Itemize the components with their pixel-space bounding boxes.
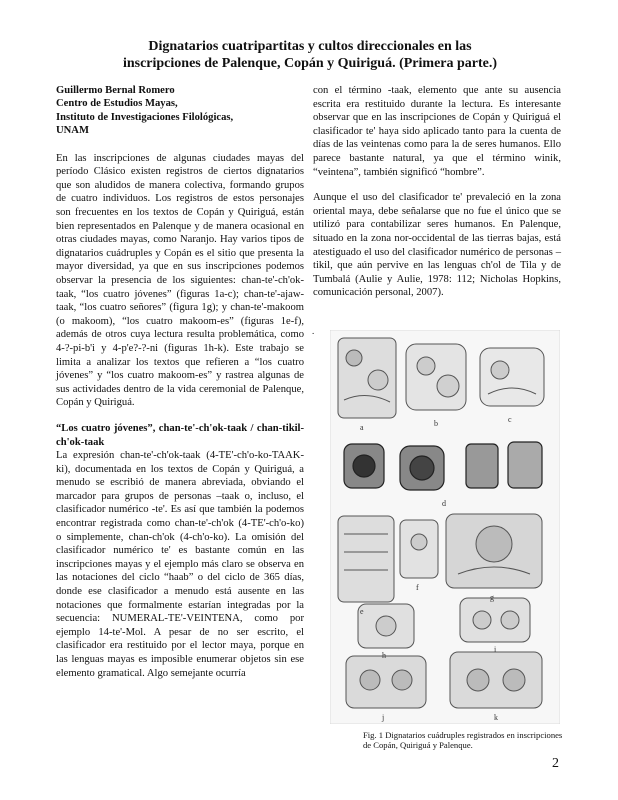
glyph-c: [480, 348, 544, 406]
glyph-h: [358, 604, 414, 648]
section-heading: “Los cuatro jóvenes”, chan-te'-ch'ok-taak / chan-tikil-ch'ok-taak: [56, 422, 304, 448]
author-name: Guillermo Bernal Romero: [56, 85, 175, 96]
paper-title: [60, 38, 560, 72]
glyph-drawings: [330, 330, 560, 724]
fig-label-e: e: [360, 607, 364, 616]
glyph-figure: [330, 330, 560, 724]
fig-label-c: c: [508, 415, 512, 424]
glyph-k: [450, 652, 542, 708]
right-column: [313, 84, 561, 312]
figure-caption: Fig. 1 Dignatarios cuádruples registrados en inscripciones de Copán, Quiriguá y Palenque.: [363, 730, 563, 751]
author-affiliation-3: UNAM: [56, 125, 89, 137]
left-column: [56, 84, 304, 692]
glyph-i: [460, 598, 530, 642]
title-line-2: inscripciones de Palenque, Copán y Quiriguá. (Primera parte.): [122, 56, 498, 71]
fig-label-g: g: [490, 593, 494, 602]
classifier-paragraph: Aunque el uso del clasificador te' prevaleció en la zona oriental maya, debe señalarse que no fue el único que se utilizó para contabilizar seres humanos. En Palenque, situado en la zona nor-occidental de las tierras bajas, está atestiguado el uso del clasificador numérico de personas –tikil, que aún pervive en las lenguas ch'ol de Tila y de Tumbalá (Aulie y Aulie, 1978: 112; Nicholas Hopkins, comunicación personal, 2007).: [313, 192, 561, 299]
glyph-j: [346, 656, 426, 708]
fig-label-j: j: [382, 713, 385, 722]
author-block: [56, 84, 304, 138]
fig-label-a: a: [360, 423, 364, 432]
page-number: 2: [552, 756, 559, 771]
glyph-f: [400, 520, 438, 578]
fig-label-f: f: [416, 583, 419, 592]
fig-label-d: d: [442, 499, 446, 508]
glyph-g: [446, 514, 542, 588]
stray-dot: .: [312, 326, 315, 336]
glyph-e: [338, 516, 394, 602]
glyph-a: [338, 338, 396, 418]
section-paragraph: La expresión chan-te'-ch'ok-taak (4-TE'-ch'o-ko-TAAK-ki), documentada en los textos de Copán y Quiriguá, a menudo se escribió de manera abreviada, obviando el marcador para grupos de personas –taak o, incluso, el clasificador numérico -te'. Es así que también la podemos encontrar registrada como chan-te'-ch'ok (4-TE'-ch'o-ko) o simplemente, chan-ch'ok (4-ch'o-ko). La omisión del clasificador numérico te' es bastante común en las inscripciones mayas y el ejemplo más claro se observa en las notaciones del ciclo “haab” o del ciclo de 365 días, donde ese clasificador a menudo está ausente en las notaciones que formalmente estarían integradas por la secuencia: NUMERAL-TE'-VEINTENA, como por ejemplo 14-te'-Mol. A pesar de no ser escrito, el clasificador era restituido por el lector maya, porque en las lenguas mayas es imposible enumerar objetos sin ese elemento gramatical. Algo semejante ocurría: [56, 450, 304, 679]
author-affiliation-2: Instituto de Investigaciones Filológicas,: [56, 111, 234, 123]
fig-label-k: k: [494, 713, 498, 722]
intro-paragraph: En las inscripciones de algunas ciudades mayas del período Clásico existen registros de ciertos dignatarios que son aludidos de manera colectiva, formando grupos de cuatro individuos. Los registros de estos personajes son frecuentes en los textos de Copán y Quiriguá, están bien representados en Palenque y de manera ocasional en otras ciudades mayas, como Naranjo. Hay varios tipos de dignatarios cuádruples y Copán es el sitio que presenta la mayor diversidad, ya que en sus inscripciones podemos observar la presencia de los siguientes: chan-te'-ch'ok-taak, “los cuatro jóvenes” (figuras 1a-c); chan-te'-ajaw-taak, “los cuatro señores” (figura 1g); y chan-te'-makoom (o makoom), “los cuatro makoom-es” (figuras 1e-f), además de otros cuya lectura resulta problemática, como 4-?-pi-b'i y 4-p'e?-?-ni (figuras 1h-k). Este trabajo se limita a analizar los textos que refieren a “los cuatro jóvenes” y “los cuatro makoom-es” y rastrea algunas de sus actividades dentro de la vida ceremonial de Palenque, Copán y Quiriguá.: [56, 152, 304, 409]
continued-paragraph: con el término -taak, elemento que ante su ausencia escrita era restituido durante la lectura. Es interesante observar que en las inscripciones de Copán y Quiriguá el clasificador te' haya sido aplicado tanto para la cuenta de días de las veintenas como para la de seres humanos. Ello parece bastante natural, ya que el término winik, “veintena”, también significó “hombre”.: [313, 85, 561, 178]
author-affiliation-1: Centro de Estudios Mayas,: [56, 98, 178, 110]
fig-label-i: i: [494, 645, 497, 654]
glyph-b: [406, 344, 466, 410]
fig-label-h: h: [382, 651, 386, 660]
fig-label-b: b: [434, 419, 438, 428]
title-line-1: Dignatarios cuatripartitas y cultos direccionales en las: [148, 39, 472, 54]
